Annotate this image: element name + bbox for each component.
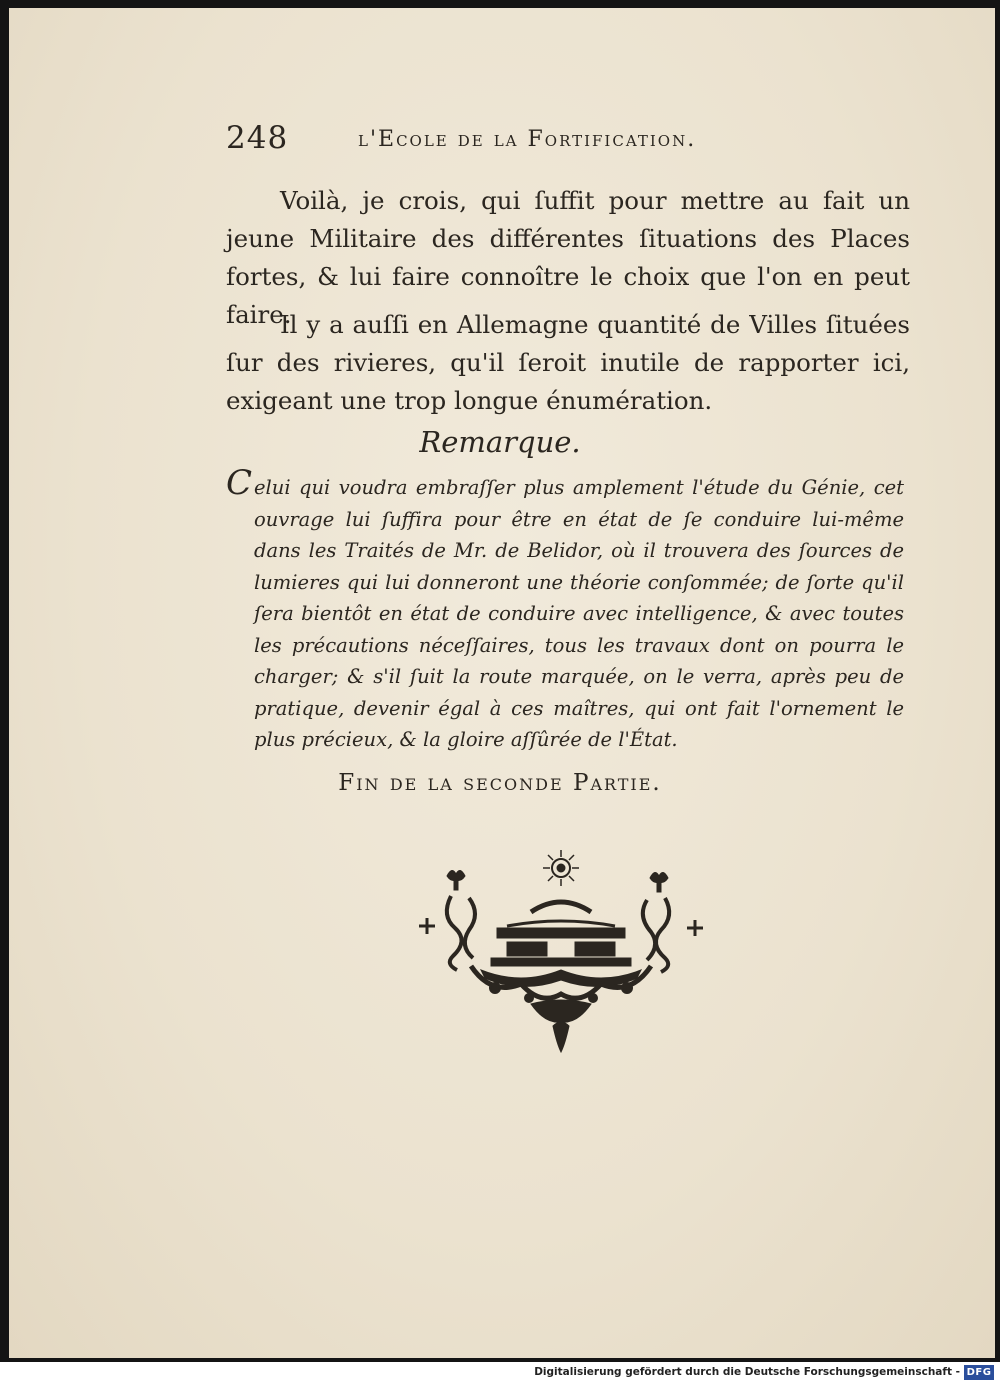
remark-text: elui qui voudra embraſſer plus amplement l'étude du Génie, cet ouvrage lui ſuffira pour être en état de ſe conduire lui-même dans les Traités de Mr. de Belidor, où il trouvera des ſources de lumieres qui lui donneront une théorie conſommée; de ſorte qu'il ſera bientôt en état de conduire avec intelligence, & avec toutes les précautions néceſſaires, tous les travaux dont on pourra le charger; & s'il ſuit la route marquée, on le verra, après peu de pratique, devenir égal à ces maîtres, qui ont fait l'ornement le plus précieux, & la gloire aſſûrée de l'État. (254, 476, 904, 751)
drop-cap: C (226, 463, 253, 503)
digitization-credit: Digitalisierung gefördert durch die Deutsche Forschungsgemeinschaft - (534, 1366, 960, 1378)
right-finial (650, 872, 668, 892)
pendant-ornament (531, 1000, 591, 1052)
end-of-part-line: Fin de la seconde Partie. (338, 770, 662, 796)
footer-bar (0, 1362, 1000, 1384)
ornamental-vignette (411, 846, 711, 1056)
running-head (226, 118, 826, 164)
remark-heading: Remarque. (419, 425, 581, 459)
sunburst-ornament (543, 850, 579, 886)
right-cross (687, 920, 703, 936)
running-title: l'Ecole de la Fortification. (358, 127, 697, 152)
left-finial (447, 870, 465, 890)
paragraph: Voilà, je crois, qui ſuffit pour mettre au fait un jeune Militaire des différentes ſituations des Places fortes, & lui faire connoître le choix que l'on en peut faire. (226, 186, 910, 329)
remark-paragraph (226, 463, 904, 756)
central-cartouche (481, 928, 641, 987)
left-cross (419, 918, 435, 934)
paragraph: Il y a auſſi en Allemagne quantité de Villes ſituées ſur des rivieres, qu'il ſeroit inutile de rapporter ici, exigeant une trop longue énumération. (226, 310, 910, 415)
dfg-logo: DFG (964, 1365, 994, 1380)
page-number: 248 (226, 120, 289, 156)
